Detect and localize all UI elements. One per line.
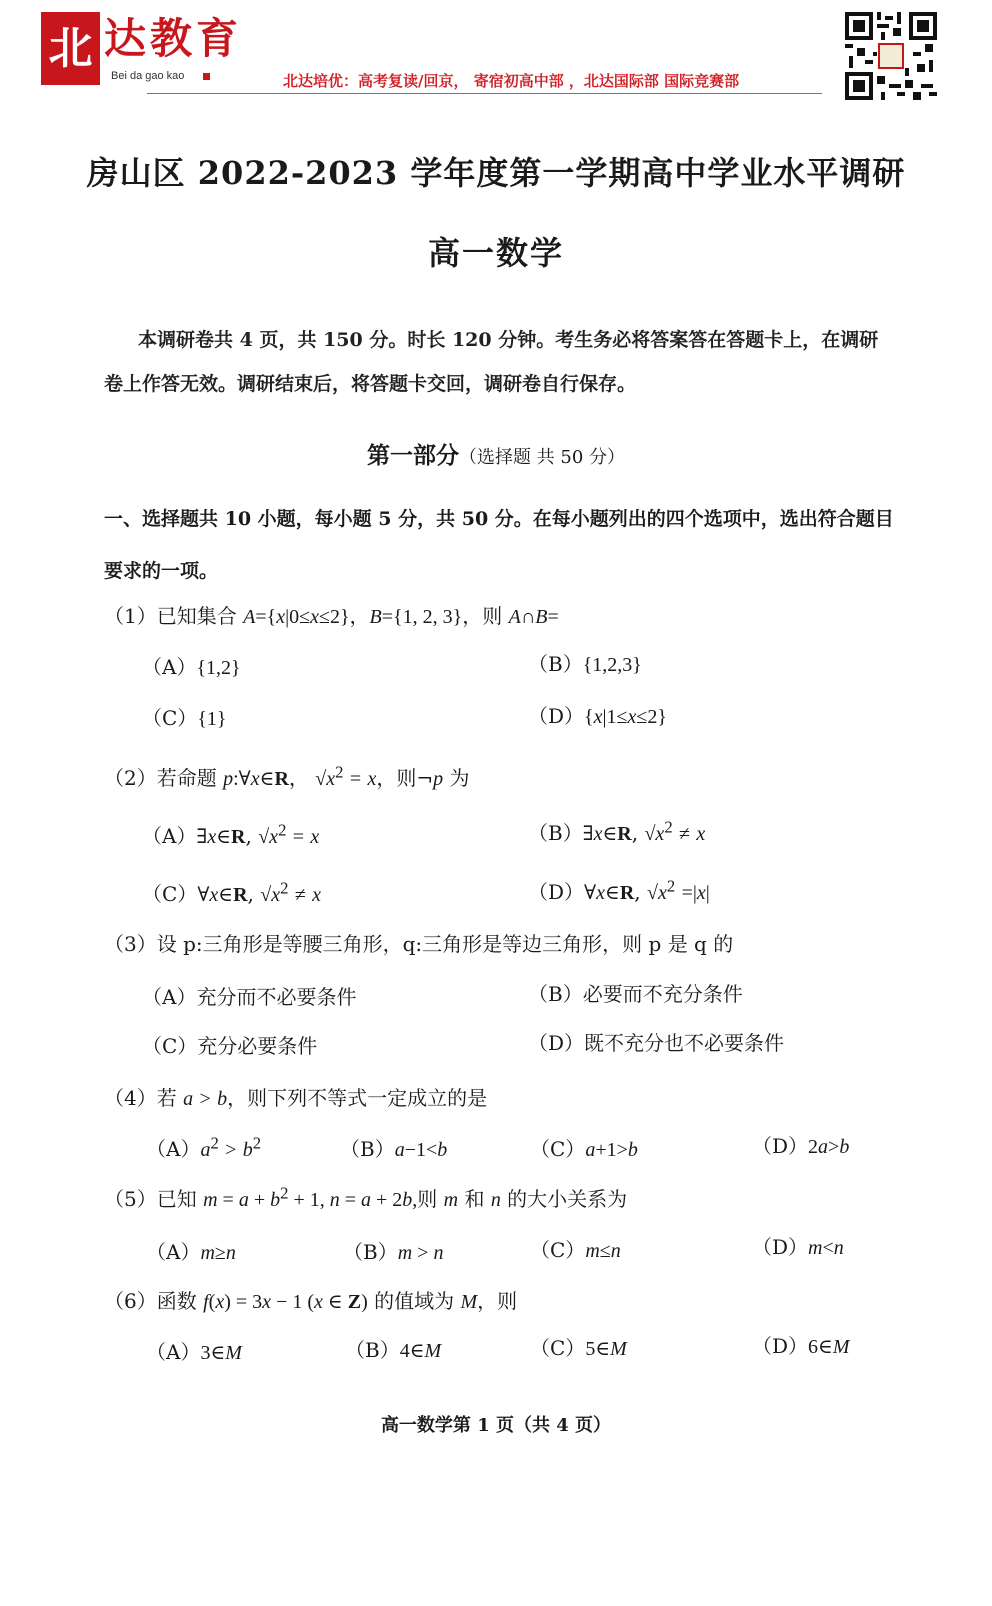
question-2: （2）若命题 p:∀x∈R， $√x^2 = x$，则¬p 为 xyxy=(104,762,470,790)
qr-code-icon xyxy=(845,12,937,100)
question-5: （5）已知 $m = a + b^2 + 1$, n = a + 2b,则 m 和 n 的大小关系为 xyxy=(104,1183,628,1211)
question-6: （6）函数 f(x) = 3x − 1 (x ∈ Z) 的值域为 M，则 xyxy=(104,1289,518,1313)
option-label: （D） xyxy=(528,704,585,728)
option-label: （B） xyxy=(340,1137,395,1161)
part-heading xyxy=(0,437,992,470)
question-number: （6） xyxy=(104,1289,157,1313)
option-label: （A） xyxy=(142,824,197,848)
option-5a: （A）m≥n xyxy=(146,1240,236,1264)
option-label: （A） xyxy=(142,655,197,679)
option-label: （C） xyxy=(530,1336,586,1360)
question-number: （4） xyxy=(104,1086,157,1110)
option-4a: $(A)a^2 > b^2$ xyxy=(146,1133,262,1161)
option-label: （D） xyxy=(752,1134,809,1158)
exam-subject: 高一数学 xyxy=(427,234,564,272)
option-3a: （A）充分而不必要条件 xyxy=(142,985,357,1009)
question-4: （4）若 a > b，则下列不等式一定成立的是 xyxy=(104,1086,488,1110)
option-2a: （A）∃x∈R, $√x^2 = x$ xyxy=(142,820,320,848)
option-label: （A） xyxy=(146,1137,201,1161)
option-6d: （D）6∈M xyxy=(752,1334,850,1358)
question-number: （5） xyxy=(104,1187,157,1211)
option-label: （A） xyxy=(146,1340,201,1364)
logo-mark: 北 xyxy=(41,12,100,85)
option-1a: （A）{1,2} xyxy=(142,655,241,679)
option-5d: （D）m<n xyxy=(752,1235,844,1259)
option-1c: （C）{1} xyxy=(142,706,227,730)
exam-title: 房山区 2022-2023 学年度第一学期高中学业水平调研 xyxy=(86,154,906,192)
option-5c: （C）m≤n xyxy=(530,1238,621,1262)
option-label: （D） xyxy=(752,1334,809,1358)
question-number: （1） xyxy=(104,604,157,628)
option-label: （C） xyxy=(142,882,198,906)
header-slogan: 北达培优：高考复读/回京， 寄宿初高中部 ，北达国际部 国际竞赛部 xyxy=(283,72,740,90)
option-6c: （C）5∈M xyxy=(530,1336,627,1360)
option-3c: （C）充分必要条件 xyxy=(142,1034,318,1058)
page-footer: 高一数学第 1 页（共 4 页） xyxy=(380,1415,612,1436)
question-1: （1）已知集合 A={x|0≤x≤2}，B={1, 2, 3}，则 A∩B= xyxy=(104,604,559,628)
option-label: （C） xyxy=(530,1137,586,1161)
option-4d: （D）2a>b xyxy=(752,1134,850,1158)
option-2d: （D）∀x∈R, $√x^2 =|x|$ xyxy=(528,876,710,904)
option-1b: （B）{1,2,3} xyxy=(528,652,642,676)
option-label: （B） xyxy=(528,821,583,845)
option-2c: （C）∀x∈R, $√x^2 \ne x$ xyxy=(142,878,322,906)
option-3b: （B）必要而不充分条件 xyxy=(528,982,743,1006)
option-6b: （B）4∈M xyxy=(345,1338,442,1362)
option-4c: （C）a+1>b xyxy=(530,1137,638,1161)
question-number: （3） xyxy=(104,932,157,956)
option-label: （B） xyxy=(343,1240,398,1264)
option-label: （D） xyxy=(528,880,585,904)
option-label: （D） xyxy=(752,1235,809,1259)
question-3 xyxy=(104,928,733,957)
logo-name: 达教育 xyxy=(104,14,243,63)
option-label: （B） xyxy=(345,1338,400,1362)
question-stem: 设 p:三角形是等腰三角形，q:三角形是等边三角形，则 p 是 q 的 xyxy=(156,932,734,956)
header-divider xyxy=(147,93,822,94)
option-4b: （B）a−1<b xyxy=(340,1137,448,1161)
section-instructions: 一、选择题共 10 小题，每小题 5 分，共 50 分。在每小题列出的四个选项中，选出符合题目要求的一项。 xyxy=(104,508,894,582)
part-title: 第一部分 xyxy=(366,442,459,469)
question-number: （2） xyxy=(104,766,157,790)
option-label: （C） xyxy=(142,706,198,730)
option-3d: （D）既不充分也不必要条件 xyxy=(528,1031,785,1055)
option-label: （B） xyxy=(528,652,583,676)
part-note: （选择题 共 50 分） xyxy=(458,447,626,468)
option-5b: （B）m > n xyxy=(343,1240,444,1264)
logo-pinyin: Bei da gao kao xyxy=(111,70,185,82)
option-label: （A） xyxy=(146,1240,201,1264)
option-1d: （D）{x|1≤x≤2} xyxy=(528,704,667,728)
option-2b: （B）∃x∈R, $√x^2 \ne x$ xyxy=(528,817,706,845)
logo-dot xyxy=(203,73,210,80)
option-label: （C） xyxy=(530,1238,586,1262)
exam-intro: 本调研卷共 4 页，共 150 分。时长 120 分钟。考生务必将答案答在答题卡上，在调研卷上作答无效。调研结束后，将答题卡交回，调研卷自行保存。 xyxy=(104,329,879,395)
option-6a: （A）3∈M xyxy=(146,1340,242,1364)
